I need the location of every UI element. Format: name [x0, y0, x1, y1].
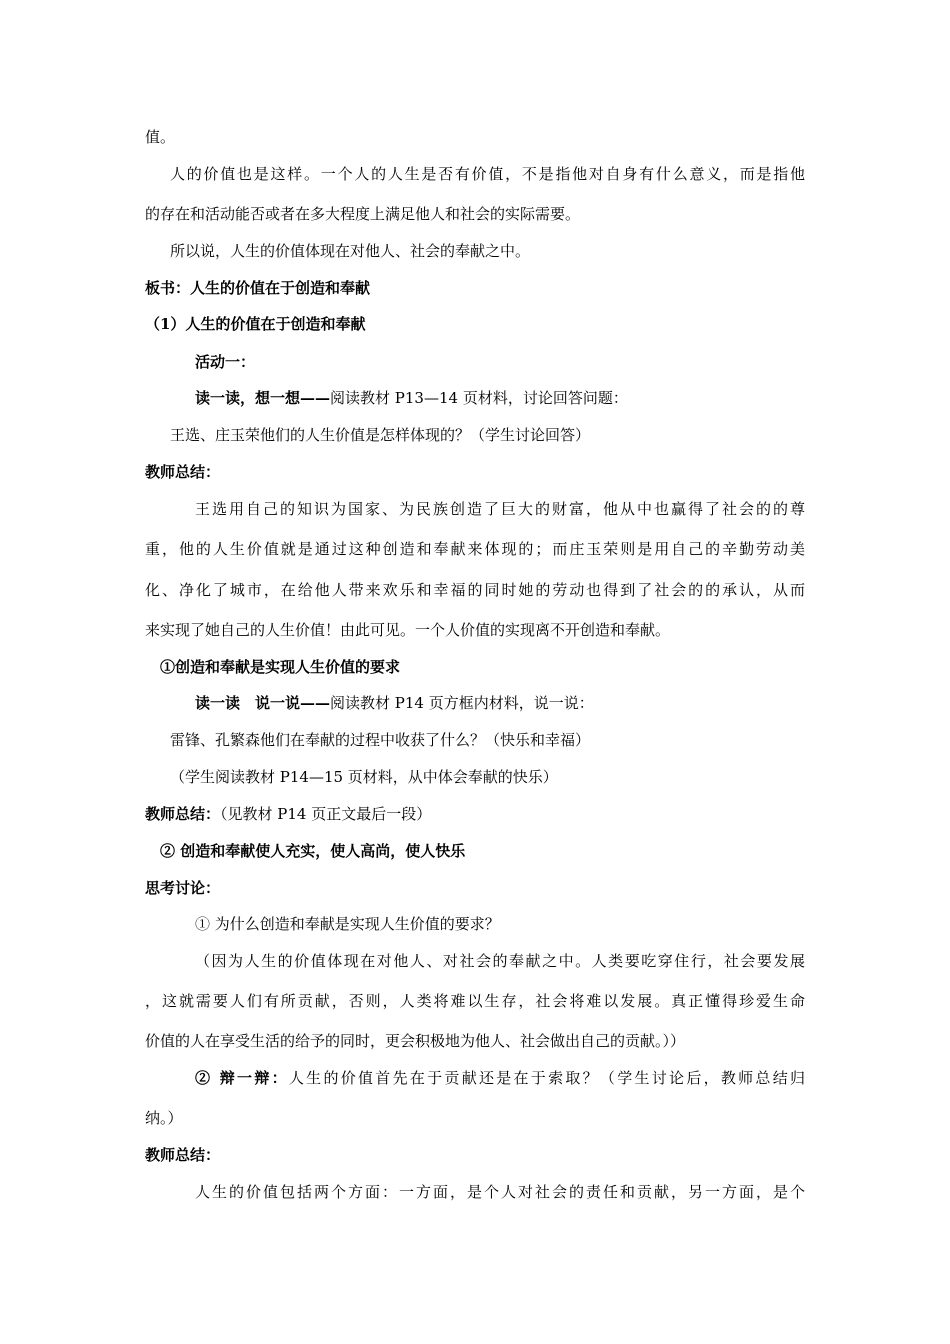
- teacher-summary-heading: 教师总结：: [145, 463, 221, 481]
- section-heading: （1）人生的价值在于创造和奉献: [145, 315, 366, 333]
- teacher-summary-heading: 教师总结：: [145, 1146, 221, 1164]
- teacher-summary-label: 教师总结：: [145, 805, 221, 823]
- debate-label: ② 辩一辩：: [195, 1069, 289, 1087]
- blackboard-heading: 板书：人生的价值在于创造和奉献: [145, 279, 371, 297]
- question-line: 雷锋、孔繁森他们在奉献的过程中收获了什么？（快乐和幸福）: [170, 731, 591, 749]
- activity-instruction-label: 读一读 说一说——: [195, 694, 331, 712]
- paragraph-line: 价值的人在享受生活的给予的同时，更会积极地为他人、社会做出自己的贡献。））: [145, 1032, 686, 1050]
- paragraph-line: 重，他的人生价值就是通过这种创造和奉献来体现的；而庄玉荣则是用自己的辛勤劳动美: [145, 540, 805, 558]
- discussion-heading: 思考讨论：: [145, 879, 221, 897]
- activity-instruction-text: 阅读教材 P14 页方框内材料，说一说：: [330, 694, 594, 712]
- point-heading: ①创造和奉献是实现人生价值的要求: [160, 658, 401, 676]
- teacher-summary-text: （见教材 P14 页正文最后一段）: [220, 805, 432, 823]
- activity-instruction-label: 读一读，想一想——: [195, 389, 331, 407]
- text-line: 值。: [145, 128, 176, 146]
- note-line: （学生阅读教材 P14—15 页材料，从中体会奉献的快乐）: [170, 768, 558, 786]
- paragraph-line: 化、净化了城市，在给他人带来欢乐和幸福的同时她的劳动也得到了社会的的承认，从而: [145, 581, 805, 599]
- activity-instruction: [195, 388, 865, 408]
- question-line: 王选、庄玉荣他们的人生价值是怎样体现的？（学生讨论回答）: [170, 426, 591, 444]
- paragraph-line: 的存在和活动能否或者在多大程度上满足他人和社会的实际需要。: [145, 205, 581, 223]
- activity-instruction: [195, 693, 865, 713]
- activity-instruction-text: 阅读教材 P13—14 页材料，讨论回答问题：: [330, 389, 628, 407]
- debate-line: [195, 1068, 805, 1088]
- point-heading: ② 创造和奉献使人充实，使人高尚，使人快乐: [160, 842, 466, 860]
- activity-heading: 活动一：: [195, 353, 256, 371]
- debate-text: 人生的价值首先在于贡献还是在于索取？（学生讨论后，教师总结归: [288, 1069, 805, 1087]
- paragraph-line: 人生的价值包括两个方面：一方面，是个人对社会的责任和贡献，另一方面，是个: [195, 1183, 805, 1201]
- paragraph-line: 纳。）: [145, 1109, 183, 1127]
- paragraph-line: ，这就需要人们有所贡献，否则，人类将难以生存，社会将难以发展。真正懂得珍爱生命: [145, 992, 805, 1010]
- paragraph-line: 来实现了她自己的人生价值！由此可见。一个人价值的实现离不开创造和奉献。: [145, 621, 671, 639]
- paragraph-line: 所以说，人生的价值体现在对他人、社会的奉献之中。: [170, 242, 531, 260]
- paragraph-line: 王选用自己的知识为国家、为民族创造了巨大的财富，他从中也赢得了社会的的尊: [195, 500, 805, 518]
- question-line: ① 为什么创造和奉献是实现人生价值的要求？: [195, 915, 500, 933]
- paragraph-line: （因为人生的价值体现在对他人、对社会的奉献之中。人类要吃穿住行，社会要发展: [195, 952, 805, 970]
- teacher-summary-line: [145, 804, 815, 824]
- paragraph-line: 人的价值也是这样。一个人的人生是否有价值，不是指他对自身有什么意义，而是指他: [170, 165, 805, 183]
